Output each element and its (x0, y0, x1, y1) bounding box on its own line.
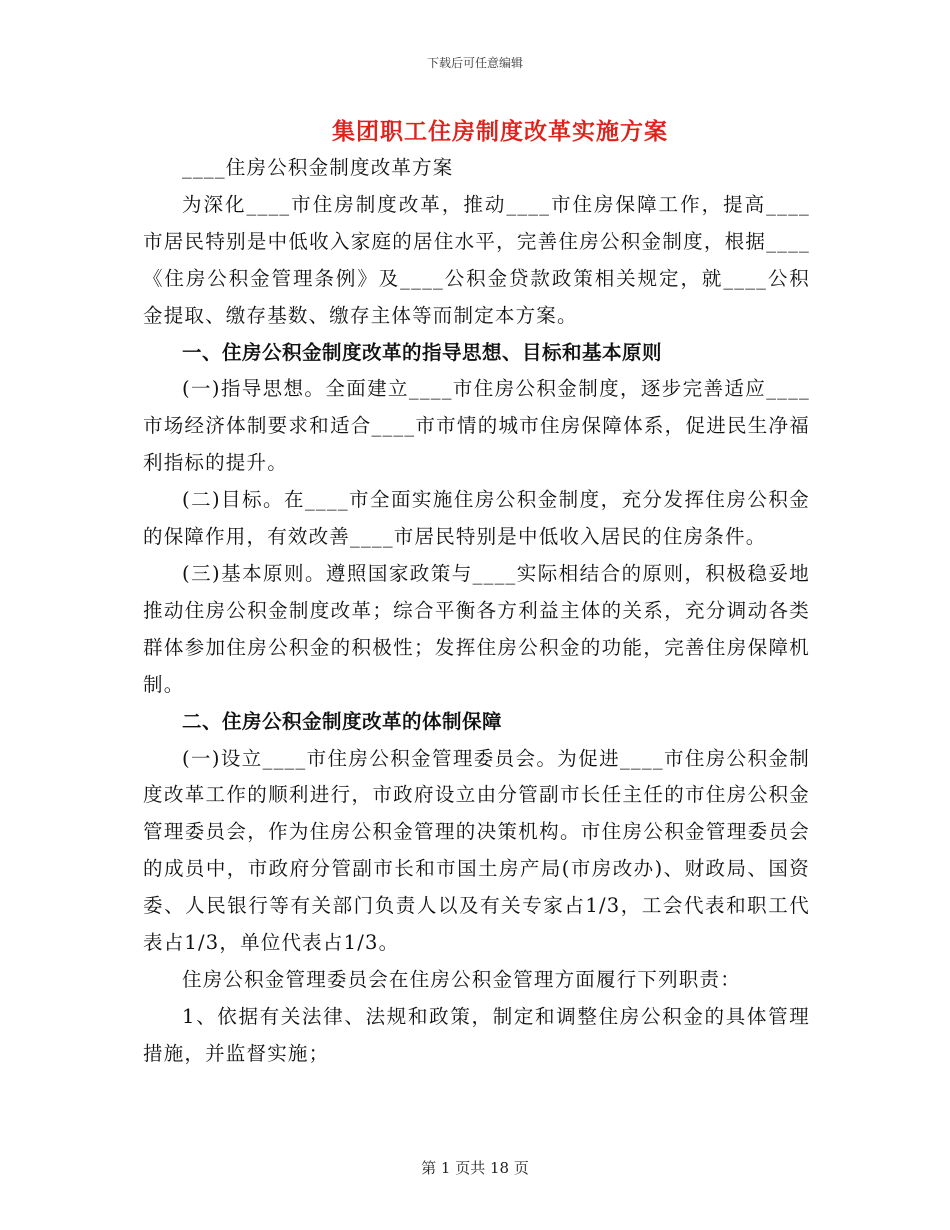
paragraph-guiding-thought: (一)指导思想。全面建立____市住房公积金制度，逐步完善适应____市场经济体制要求和适合____市市情的城市住房保障体系，促进民生净福利指标的提升。 (143, 377, 810, 475)
page-number: 第 1 页共 18 页 (421, 1159, 529, 1177)
section-heading-2: 二、住房公积金制度改革的体制保障 (182, 709, 503, 733)
intro-paragraph: 为深化____市住房制度改革，推动____市住房保障工作，提高____市居民特别是中低收入家庭的居住水平，完善住房公积金制度，根据____《住房公积金管理条例》及____公积金贷款政策相关规定，就____公积金提取、缴存基数、缴存主体等而制定本方案。 (143, 192, 810, 327)
paragraph-basic-principles: (三)基本原则。遵照国家政策与____实际相结合的原则，积极稳妥地推动住房公积金制度改革；综合平衡各方利益主体的关系，充分调动各类群体参加住房公积金的积极性；发挥住房公积金的功能，完善住房保障机制。 (143, 561, 810, 696)
header-note: 下载后可任意编辑 (426, 56, 523, 70)
paragraph-committee: (一)设立____市住房公积金管理委员会。为促进____市住房公积金制度改革工作的顺利进行，市政府设立由分管副市长任主任的市住房公积金管理委员会，作为住房公积金管理的决策机构。市住房公积金管理委员会的成员中，市政府分管副市长和市国土房产局(市房改办)、财政局、国资委、人民银行等有关部门负责人以及有关专家占1/3，工会代表和职工代表占1/3，单位代表占1/3。 (143, 746, 810, 955)
paragraph-duty-1: 1、依据有关法律、法规和政策，制定和调整住房公积金的具体管理措施，并监督实施； (143, 1004, 810, 1065)
document-title: 集团职工住房制度改革实施方案 (332, 118, 668, 145)
document-body (143, 150, 810, 1073)
paragraph-duties-intro: 住房公积金管理委员会在住房公积金管理方面履行下列职责： (182, 967, 741, 991)
paragraph-goal: (二)目标。在____市全面实施住房公积金制度，充分发挥住房公积金的保障作用，有效改善____市居民特别是中低收入居民的住房条件。 (143, 488, 810, 549)
section-heading-1: 一、住房公积金制度改革的指导思想、目标和基本原则 (182, 340, 663, 364)
section-subtitle: ____住房公积金制度改革方案 (182, 156, 454, 179)
